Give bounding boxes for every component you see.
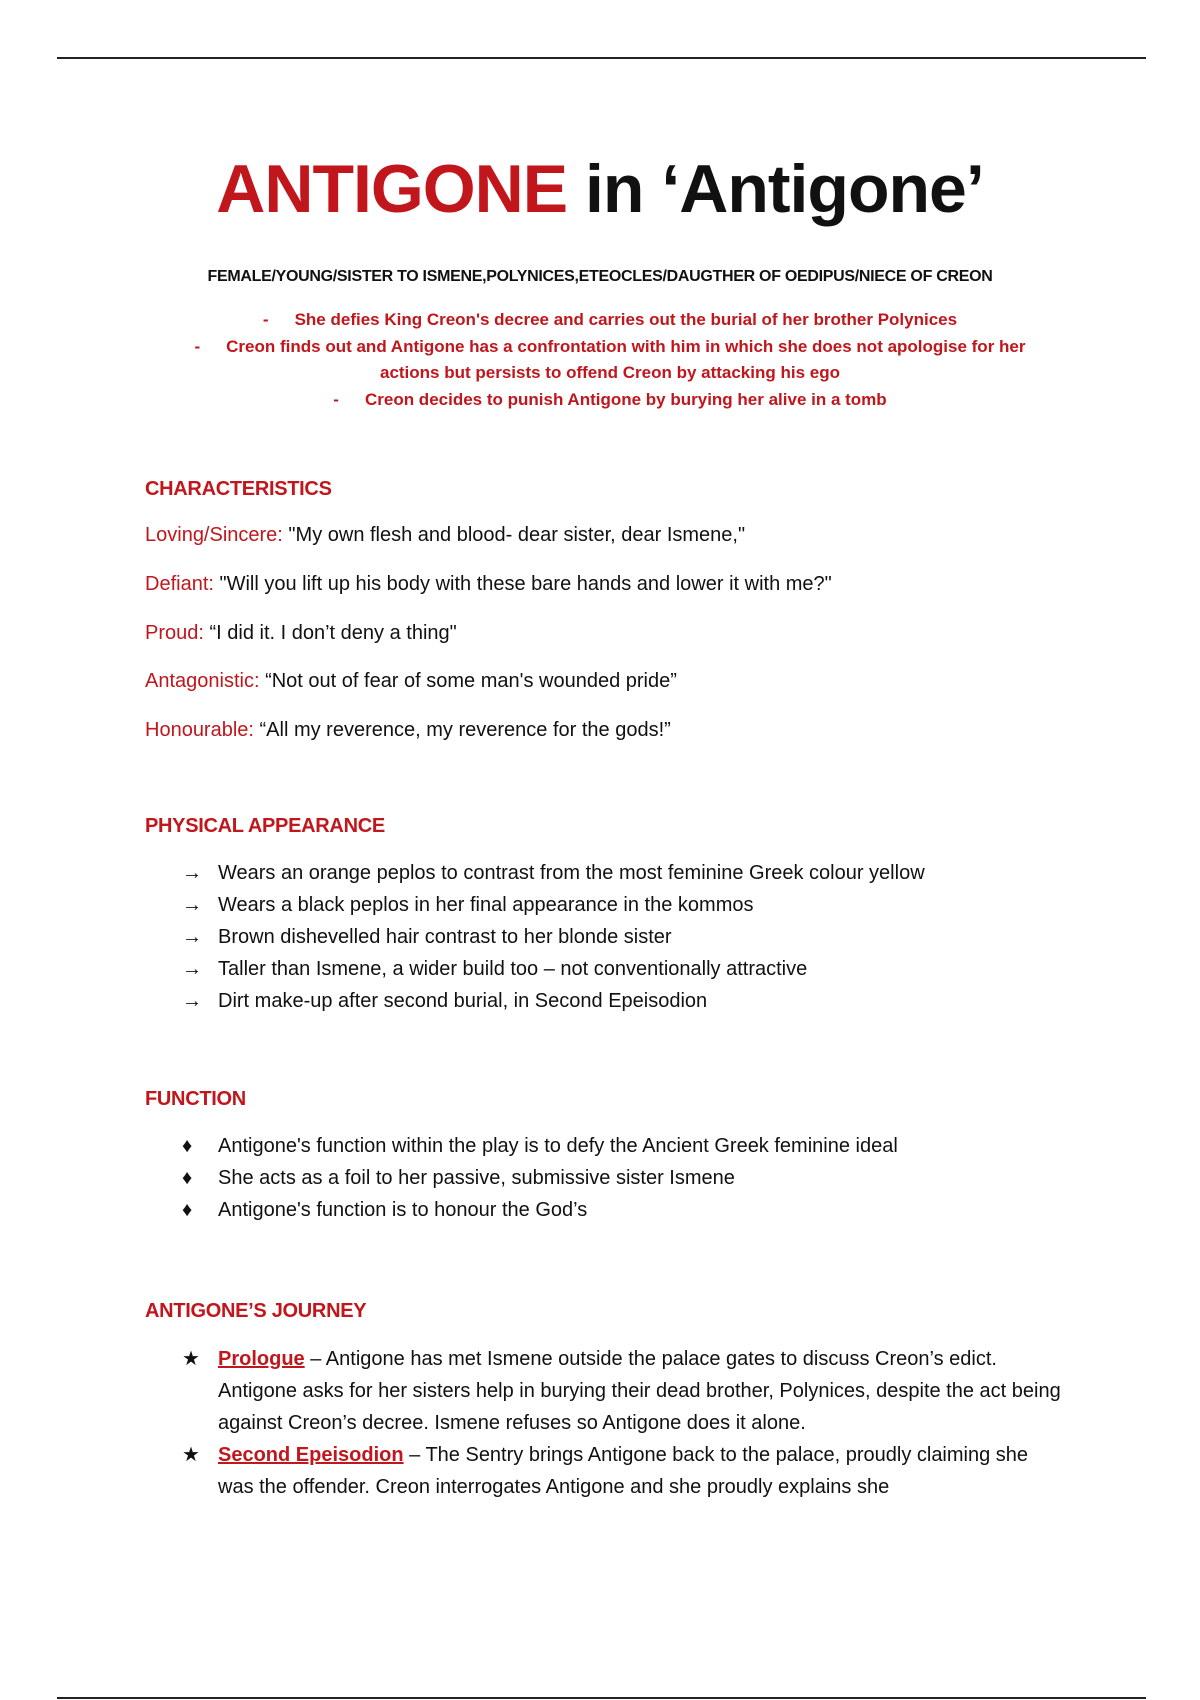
list-item	[182, 985, 1062, 1017]
trait: Proud:	[145, 622, 204, 644]
diamond-bullet-icon: ♦	[182, 1167, 193, 1189]
item-text: Brown dishevelled hair contrast to her blonde sister	[218, 926, 672, 948]
quote: "Will you lift up his body with these bare hands and lower it with me?"	[213, 573, 832, 595]
dash-bullet-icon: -	[333, 389, 339, 409]
star-bullet-icon: ★	[182, 1348, 200, 1370]
page-title	[0, 150, 1200, 228]
arrow-bullet-icon: →	[182, 958, 202, 980]
function-list	[182, 1130, 1062, 1226]
arrow-bullet-icon: →	[182, 862, 202, 884]
item-text: Wears a black peplos in her final appearance in the kommos	[218, 894, 754, 916]
dash-bullet-icon: -	[194, 336, 201, 356]
list-item	[182, 1439, 1062, 1503]
list-item	[182, 857, 1062, 889]
dash-bullet-icon: -	[262, 310, 269, 329]
quote: “Not out of fear of some man's wounded pride”	[259, 670, 677, 692]
title-name: ANTIGONE	[216, 151, 568, 227]
journey-heading: ANTIGONE’S JOURNEY	[145, 1300, 367, 1322]
characteristic-item	[145, 670, 677, 693]
star-bullet-icon: ★	[182, 1444, 200, 1466]
summary-text: Creon finds out and Antigone has a confrontation with him in which she does not apologise for her actions but persists to offend Creon by attacking his ego	[226, 336, 1026, 382]
trait: Defiant:	[145, 573, 214, 595]
scene-text: – Antigone has met Ismene outside the palace gates to discuss Creon’s edict. Antigone asks for her sisters help in burying their dead brother, Polynices, despite the act being against Creon’s decree. Ismene refuses so Antigone does it alone.	[218, 1348, 1061, 1434]
item-text	[218, 1343, 1062, 1439]
quote: "My own flesh and blood- dear sister, dear Ismene,"	[282, 524, 746, 546]
list-item	[182, 1130, 1062, 1162]
item-text: She acts as a foil to her passive, submissive sister Ismene	[218, 1167, 735, 1189]
header-rule	[57, 57, 1146, 59]
item-text: Antigone's function within the play is to defy the Ancient Greek feminine ideal	[218, 1135, 898, 1157]
characteristic-item	[145, 719, 671, 742]
characteristics-heading: CHARACTERISTICS	[145, 478, 332, 500]
arrow-bullet-icon: →	[182, 894, 202, 916]
quote: “All my reverence, my reverence for the gods!”	[253, 719, 671, 741]
summary-item	[170, 334, 1050, 387]
item-text: Antigone's function is to honour the God’s	[218, 1199, 588, 1221]
summary-text: She defies King Creon's decree and carries out the burial of her brother Polynices	[294, 310, 958, 329]
diamond-bullet-icon: ♦	[182, 1199, 193, 1221]
list-item	[182, 889, 1062, 921]
characteristic-item	[145, 573, 832, 596]
diamond-bullet-icon: ♦	[182, 1135, 193, 1157]
quote: “I did it. I don’t deny a thing"	[203, 622, 457, 644]
arrow-bullet-icon: →	[182, 990, 202, 1012]
summary-item	[170, 307, 1050, 334]
journey-list	[182, 1343, 1062, 1503]
item-text: Dirt make-up after second burial, in Second Epeisodion	[218, 990, 708, 1012]
scene-text: – The Sentry brings Antigone back to the palace, proudly claiming she was the offender. Creon interrogates Antigone and she proudly explains she	[218, 1444, 1029, 1498]
footer-rule	[57, 1697, 1146, 1699]
trait: Antagonistic:	[145, 670, 260, 692]
physical-list	[182, 857, 1062, 1017]
characteristic-item	[145, 524, 745, 547]
title-rest: in ‘Antigone’	[567, 151, 984, 227]
item-text: Wears an orange peplos to contrast from the most feminine Greek colour yellow	[218, 862, 925, 884]
physical-heading: PHYSICAL APPEARANCE	[145, 815, 385, 837]
summary-list	[170, 307, 1050, 413]
list-item	[182, 953, 1062, 985]
function-heading: FUNCTION	[145, 1088, 246, 1110]
arrow-bullet-icon: →	[182, 926, 202, 948]
scene-title: Prologue	[218, 1348, 305, 1370]
item-text	[218, 1439, 1062, 1503]
list-item	[182, 921, 1062, 953]
characteristic-item	[145, 622, 457, 645]
subtitle: FEMALE/YOUNG/SISTER TO ISMENE,POLYNICES,ETEOCLES/DAUGTHER OF OEDIPUS/NIECE OF CREON	[207, 268, 993, 285]
list-item	[182, 1343, 1062, 1439]
list-item	[182, 1162, 1062, 1194]
scene-title: Second Epeisodion	[218, 1444, 404, 1466]
item-text: Taller than Ismene, a wider build too – not conventionally attractive	[218, 958, 808, 980]
trait: Honourable:	[145, 719, 254, 741]
summary-item	[170, 387, 1050, 414]
summary-text: Creon decides to punish Antigone by burying her alive in a tomb	[364, 389, 887, 409]
list-item	[182, 1194, 1062, 1226]
trait: Loving/Sincere:	[145, 524, 283, 546]
